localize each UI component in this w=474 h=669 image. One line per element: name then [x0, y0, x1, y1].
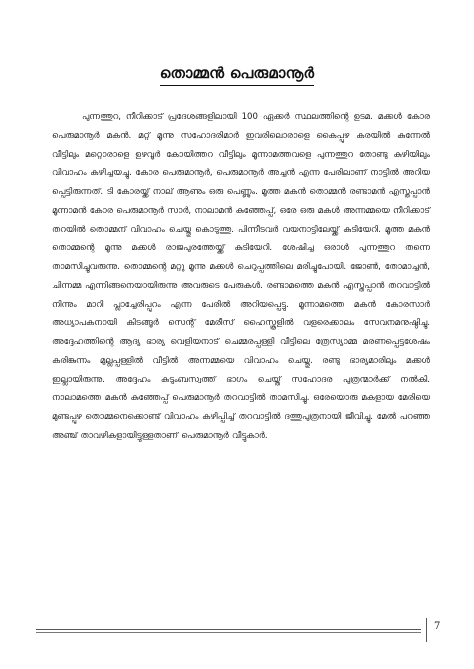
footer-divider	[426, 618, 427, 642]
body-paragraph: പുന്നത്തുറ, നീറിക്കാട് പ്രദേശങ്ങളിലായി 100 ഏക്കർ സ്ഥലത്തിന്റെ ഉടമ. മക്കൾ കോര പെരുമാനൂർ മകൻ. മറ്റ് മൂന്നു സഹോദരിമാർ ഇവരിലൊരാളെ കൈപ്പുഴ കരയിൽ കുന്നേൽ വീട്ടിലും മറ്റൊരാളെ ഉഴവൂർ കോയിത്തറ വീട്ടിലും മൂന്നാമത്തവളെ പുന്നത്തുറ തോണ്ടു കുഴിയിലും വിവാഹം കഴിച്ചയച്ചു. കോര പെരുമാനൂർ, പെരുമാനൂർ അച്ചൻ എന്ന പേരിലാണ് നാട്ടിൽ അറിയ പ്പെട്ടിരുന്നത്. ടി കോരയ്ക്ക് നാല് ആണും ഒരു പെണ്ണും. മൂത്ത മകൻ തൊമ്മൻ രണ്ടാമൻ എസ്തപ്പാൻ മൂന്നാമൻ കോര പെരുമാനൂർ സാർ, നാലാമൻ കുഞ്ഞേപ്പ്, ഒരേ ഒരു മകൾ അന്നമ്മയെ നീറിക്കാട് തറയിൽ തൊമ്മന് വിവാഹം ചെയ്തു കൊടുത്തു. പിന്നീടവർ വയനാട്ടിലേയ്ക്ക് കുടിയേറി. മൂത്ത മകൻ തൊമ്മന്റെ മൂന്നു മക്കൾ രാജപുരത്തേയ്ക്ക് കുടിയേറി. ശേഷിച്ച ഒരാൾ പുന്നത്തുറ തന്നെ താമസിച്ചുവരുന്നു. തൊമ്മന്റെ മറ്റു മൂന്നു മക്കൾ ചെറുപ്പത്തിലെ മരിച്ചുപോയി. ജോൺ, തോമാച്ചൻ, ചിന്നമ്മ എന്നിങ്ങനെയായിരുന്നു അവരുടെ പേരുകൾ. രണ്ടാമത്തെ മകൻ എസ്തപ്പാൻ തറവാട്ടിൽ നിന്നും മാറി പ്ലാച്ചേരിപ്പുറം എന്ന പേരിൽ അറിയപ്പെട്ടു. മൂന്നാമത്തെ മകൻ കോരസാർ അധ്യാപകനായി കിടങ്ങൂർ സെന്റ് മേരീസ് ഹൈസ്കൂളിൽ വളരെക്കാലം സേവനമനുഷ്ഠിച്ചു. അദ്ദേഹത്തിന്റെ ആദ്യ ഭാര്യ വെളിയനാട് ചെമ്മരപ്പള്ളി വീട്ടിലെ ത്രേസ്യാമ്മ മരണപ്പെട്ടശേഷം കരിങ്കുന്നം മുല്ലപ്പള്ളിൽ വീട്ടിൽ അന്നമ്മയെ വിവാഹം ചെയ്തു. രണ്ടു ഭാര്യമാരിലും മക്കൾ ഇല്ലായിരുന്നു. അദ്ദേഹം കുടുംബസ്വത്ത് ഭാഗം ചെയ്ത് സഹോദര പുത്രന്മാർക്ക് നൽകി. നാലാമത്തെ മകൻ കുഞ്ഞേപ്പ് പെരുമാനൂർ തറവാട്ടിൽ താമസിച്ചു. ഒരേയൊരു മകളായ മേരിയെ മുണ്ടപ്പുഴ തൊമ്മനെക്കൊണ്ട് വിവാഹം കഴിപ്പിച്ച് തറവാട്ടിൽ ദത്തുപുത്രനായി ജീവിച്ചു. മേൽ പറഞ്ഞ അഞ്ച് താവഴികളായിട്ടുള്ളതാണ് പെരുമാനൂർ വീട്ടുകാർ.	[52, 112, 430, 441]
footer-rule	[36, 629, 421, 630]
page-number: 7	[434, 621, 441, 632]
footer-rule-secondary	[36, 632, 421, 633]
page-title-wrapper	[0, 64, 474, 86]
page-title: തൊമ്മൻ പെരുമാനൂർ	[160, 64, 314, 86]
